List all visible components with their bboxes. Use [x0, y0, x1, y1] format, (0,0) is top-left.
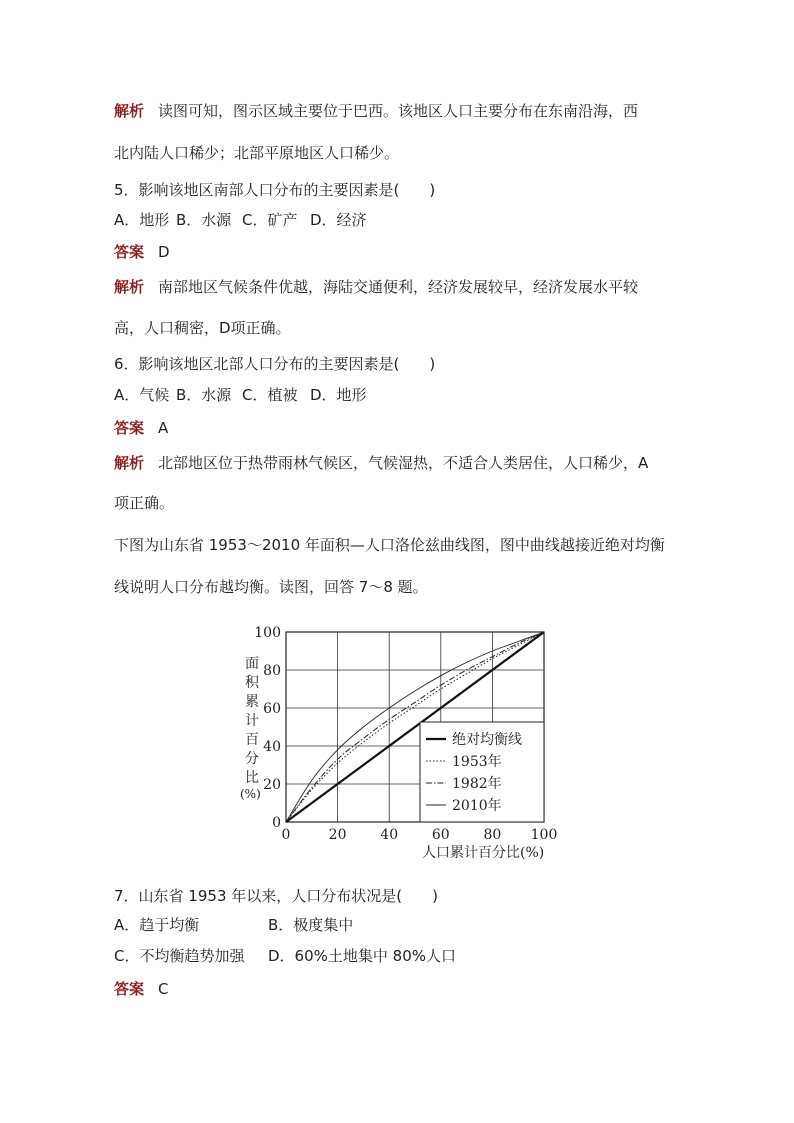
analysis-tag: 解析	[114, 278, 145, 296]
q6-option-c: C．植被	[242, 386, 298, 404]
q7-option-d: D．60%土地集中 80%人口	[268, 947, 456, 965]
q7-option-b: B．极度集中	[268, 916, 354, 934]
y-tick-label: 40	[263, 739, 281, 755]
q5-analysis-line1	[114, 277, 638, 297]
y-tick-label: 100	[254, 625, 281, 641]
analysis-text: 北部地区位于热带雨林气候区，气候湿热，不适合人类居住，人口稀少，A	[158, 454, 649, 472]
x-tick-label: 20	[328, 827, 347, 843]
y-tick-label: 60	[263, 701, 281, 717]
answer-value: D	[158, 243, 170, 261]
analysis-tag: 解析	[114, 102, 145, 120]
y-axis-unit: (%)	[240, 787, 261, 801]
legend-label: 1953年	[452, 754, 502, 770]
q5-option-a: A．地形	[114, 211, 170, 229]
q5-option-d: D．经济	[310, 211, 367, 229]
legend-label: 2010年	[452, 798, 502, 814]
x-tick-label: 40	[380, 827, 399, 843]
q5-option-b: B．水源	[176, 211, 232, 229]
y-axis-label-char: 累	[245, 694, 259, 710]
y-axis-label	[245, 656, 260, 786]
q6-option-b: B．水源	[176, 386, 232, 404]
analysis-tag: 解析	[114, 454, 145, 472]
q5-question: 5．影响该地区南部人口分布的主要因素是( )	[114, 181, 436, 199]
q6-analysis-line2: 项正确。	[114, 494, 175, 512]
analysis-text: 南部地区气候条件优越，海陆交通便利，经济发展较早，经济发展水平较	[158, 278, 639, 296]
y-axis-label-char: 分	[245, 751, 259, 767]
y-tick-label: 20	[263, 777, 281, 793]
y-axis-label-char: 面	[245, 656, 259, 672]
q6-option-d: D．地形	[310, 386, 367, 404]
y-tick-label: 80	[263, 663, 281, 679]
answer-value: C	[158, 980, 169, 998]
legend-label: 绝对均衡线	[452, 732, 522, 748]
x-tick-label: 100	[530, 827, 558, 843]
legend	[420, 722, 544, 822]
q7-options-row1	[114, 915, 353, 935]
q4-analysis-line1	[114, 101, 638, 121]
q7-option-c: C．不均衡趋势加强	[114, 947, 245, 965]
analysis-text: 读图可知，图示区域主要位于巴西。该地区人口主要分布在东南沿海，西	[158, 102, 639, 120]
y-axis-label-char: 百	[245, 732, 259, 748]
intro-line2: 线说明人口分布越均衡。读图，回答 7～8 题。	[114, 578, 428, 596]
q4-analysis-line2: 北内陆人口稀少；北部平原地区人口稀少。	[114, 144, 400, 162]
answer-tag: 答案	[114, 243, 145, 261]
intro-line1: 下图为山东省 1953～2010 年面积—人口洛伦兹曲线图，图中曲线越接近绝对均衡	[114, 536, 665, 554]
lorenz-chart	[232, 618, 562, 863]
answer-value: A	[158, 419, 169, 437]
x-tick-label: 0	[281, 827, 291, 843]
x-tick-label: 80	[483, 827, 502, 843]
legend-label: 1982年	[452, 776, 502, 792]
q5-option-c: C．矿产	[242, 211, 298, 229]
x-tick-label: 60	[431, 827, 450, 843]
q7-answer	[114, 979, 169, 999]
q6-analysis-line1	[114, 453, 648, 473]
y-tick-label: 0	[272, 815, 281, 831]
q6-question: 6．影响该地区北部人口分布的主要因素是( )	[114, 355, 436, 373]
x-axis-label: 人口累计百分比(%)	[422, 845, 545, 861]
q5-answer	[114, 242, 170, 262]
q5-analysis-line2: 高，人口稠密，D项正确。	[114, 319, 291, 337]
q6-answer	[114, 418, 168, 438]
q6-option-a: A．气候	[114, 386, 170, 404]
y-axis-label-char: 积	[245, 675, 259, 691]
q5-options	[114, 210, 367, 230]
q7-options-row2	[114, 946, 456, 966]
q6-options	[114, 385, 367, 405]
y-axis-label-char: 计	[245, 713, 259, 729]
q7-option-a: A．趋于均衡	[114, 916, 200, 934]
y-axis-label-char: 比	[245, 770, 259, 786]
q7-question: 7．山东省 1953 年以来，人口分布状况是( )	[114, 887, 438, 905]
answer-tag: 答案	[114, 980, 145, 998]
answer-tag: 答案	[114, 419, 145, 437]
